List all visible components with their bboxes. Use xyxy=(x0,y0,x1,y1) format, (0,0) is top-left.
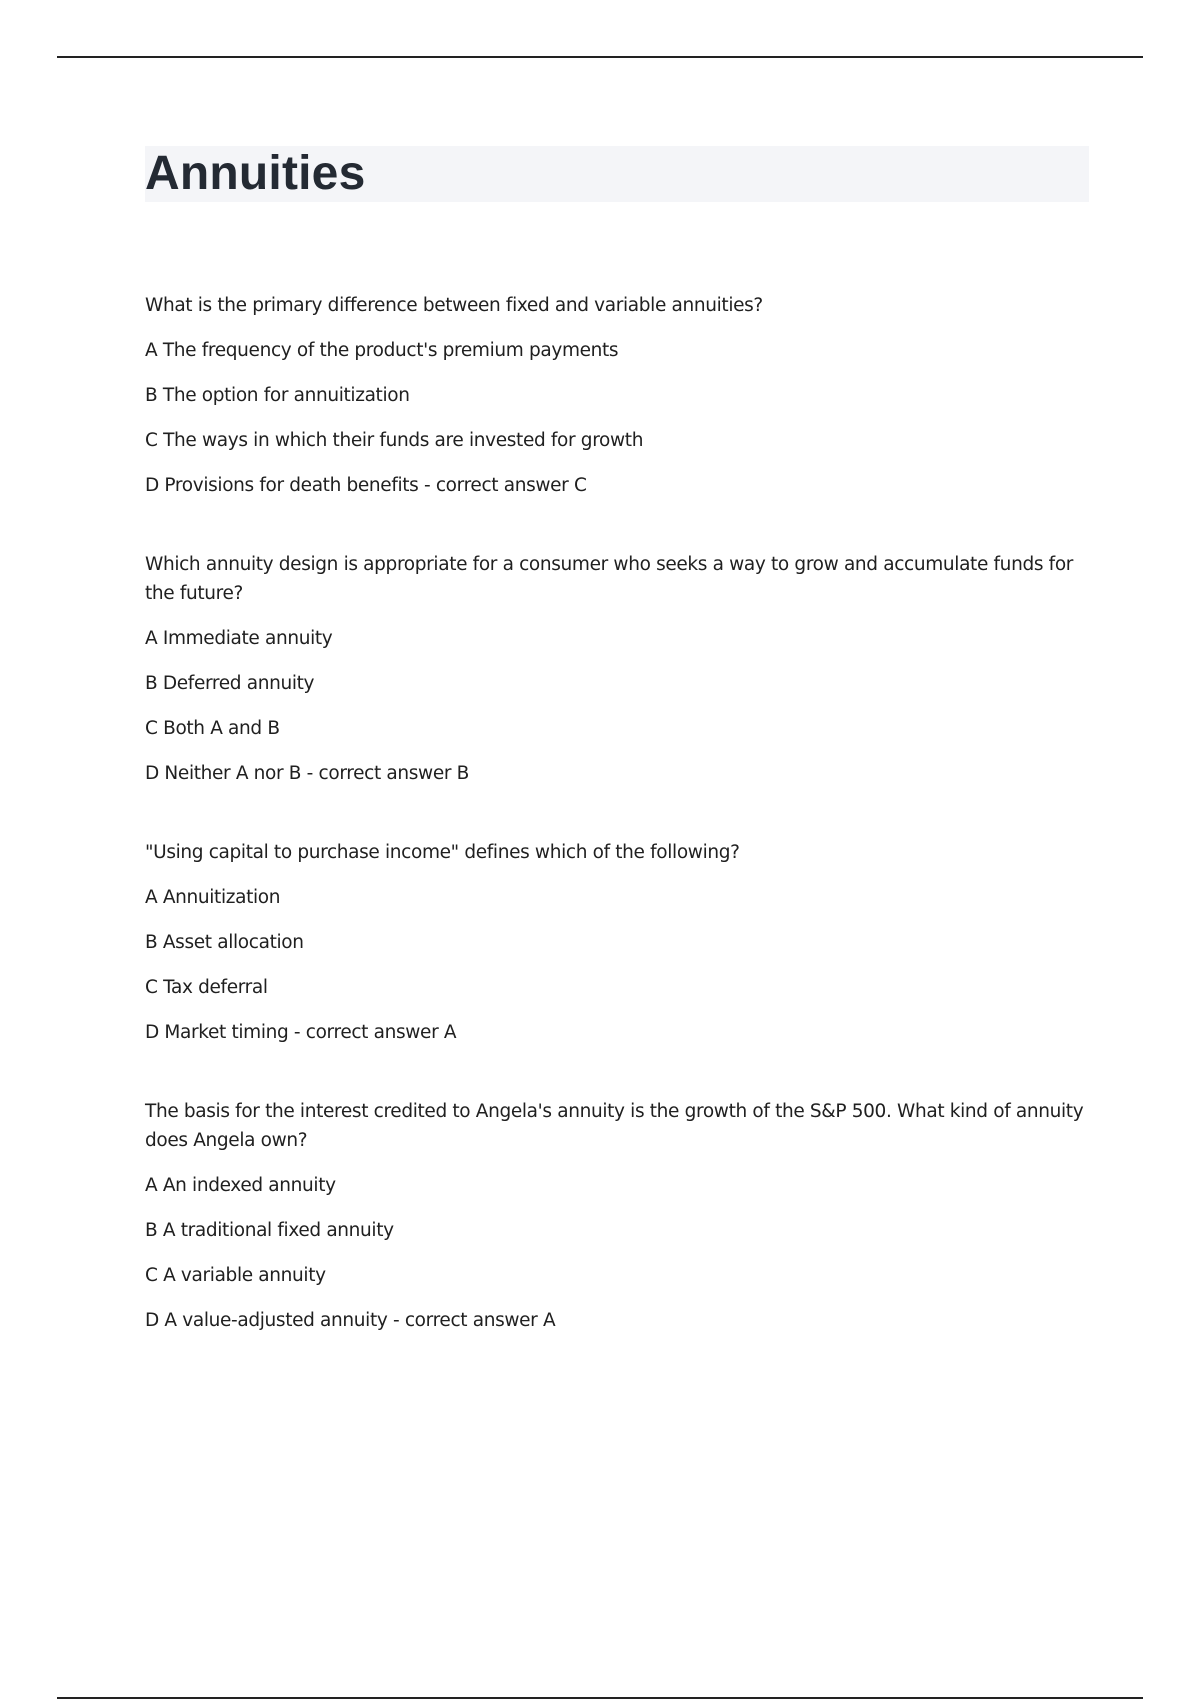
question-list xyxy=(145,291,1085,1385)
top-divider xyxy=(57,56,1143,58)
answer-option: C Tax deferral xyxy=(145,977,268,998)
answer-option: A An indexed annuity xyxy=(145,1175,336,1196)
question-block-1 xyxy=(145,291,1085,500)
bottom-divider xyxy=(57,1697,1143,1699)
question-text: The basis for the interest credited to Angela's annuity is the growth of the S&P 500. What kind of annuity does Angela own? xyxy=(145,1101,1084,1151)
answer-option: C A variable annuity xyxy=(145,1265,326,1286)
answer-option: D Provisions for death benefits - correct answer C xyxy=(145,475,587,496)
answer-option: D A value-adjusted annuity - correct answer A xyxy=(145,1310,556,1331)
answer-option: B Asset allocation xyxy=(145,932,304,953)
answer-option: D Market timing - correct answer A xyxy=(145,1022,457,1043)
answer-option: B A traditional fixed annuity xyxy=(145,1220,394,1241)
question-text: "Using capital to purchase income" defines which of the following? xyxy=(145,842,740,863)
answer-option: C The ways in which their funds are invested for growth xyxy=(145,430,644,451)
question-text: What is the primary difference between fixed and variable annuities? xyxy=(145,295,763,316)
answer-option: D Neither A nor B - correct answer B xyxy=(145,763,469,784)
question-block-4 xyxy=(145,1097,1085,1335)
answer-option: A Annuitization xyxy=(145,887,281,908)
answer-option: B Deferred annuity xyxy=(145,673,315,694)
question-text: Which annuity design is appropriate for a consumer who seeks a way to grow and accumulate funds for the future? xyxy=(145,554,1074,604)
answer-option: C Both A and B xyxy=(145,718,280,739)
question-block-2 xyxy=(145,550,1085,788)
answer-option: A The frequency of the product's premium payments xyxy=(145,340,619,361)
answer-option: A Immediate annuity xyxy=(145,628,333,649)
document-title: Annuities xyxy=(145,147,366,200)
answer-option: B The option for annuitization xyxy=(145,385,410,406)
question-block-3 xyxy=(145,838,1085,1047)
